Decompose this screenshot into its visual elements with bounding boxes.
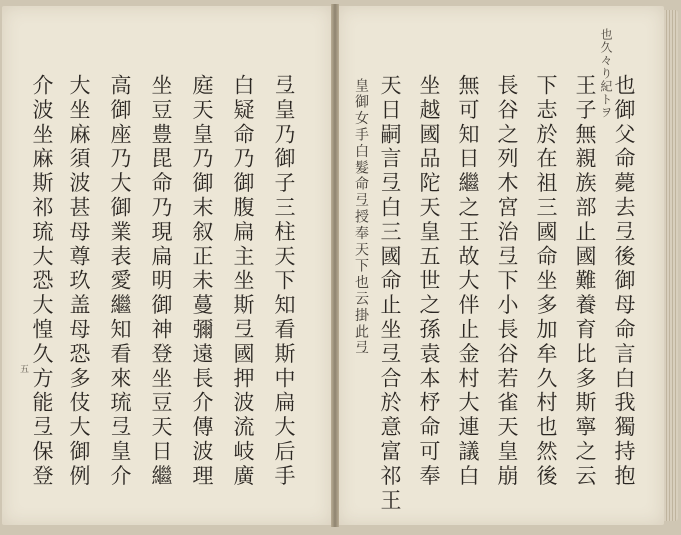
marginal-note: 也久々り紀トヲ — [599, 28, 613, 119]
left-column-6: 大坐麻須波甚母尊玖盖母恐多伎大御例 — [67, 74, 91, 489]
right-column-6: 坐越國品陀天皇五世之孫袁本杼命可奉 — [417, 74, 441, 489]
right-column-4: 長谷之列木宮治弖下小長谷若雀天皇崩 — [495, 74, 519, 489]
book-gutter — [331, 4, 339, 527]
page-number: 五 — [20, 365, 30, 375]
right-small-column: 皇御女手白髮命弖授奉天下也云掛此弖 — [353, 78, 369, 357]
right-column-1: 也御父命薨去弖後御母命言白我獨持抱 — [612, 74, 636, 489]
left-column-2: 白疑命乃御腹扁主坐斯弖國押波流岐廣 — [231, 74, 255, 489]
left-column-3: 庭天皇乃御末叙正未蔓彌遠長介傳波理 — [190, 74, 214, 489]
left-column-1: 弖皇乃御子三柱天下知看斯中扁大后手 — [272, 74, 296, 489]
right-column-2: 王子無親族部止國難養育比多斯寧之云 — [573, 74, 597, 489]
right-column-3: 下志於在祖三國命坐多加牟久村也然後 — [534, 74, 558, 489]
right-column-5: 無可知日繼之王故大伴止金村大連議白 — [456, 74, 480, 489]
left-column-7: 介波坐麻斯祁琉大恐大惶久方能弖保登 — [30, 74, 54, 489]
page-edge — [664, 10, 678, 521]
left-column-4: 坐豆豊毘命乃現扁明御神登坐豆天日繼 — [149, 74, 173, 489]
right-column-7: 天日嗣言弖白三國命止坐弖合於意富祁王 — [378, 74, 402, 514]
left-column-5: 高御座乃大御業表愛繼知看來琉弖皇介 — [108, 74, 132, 489]
